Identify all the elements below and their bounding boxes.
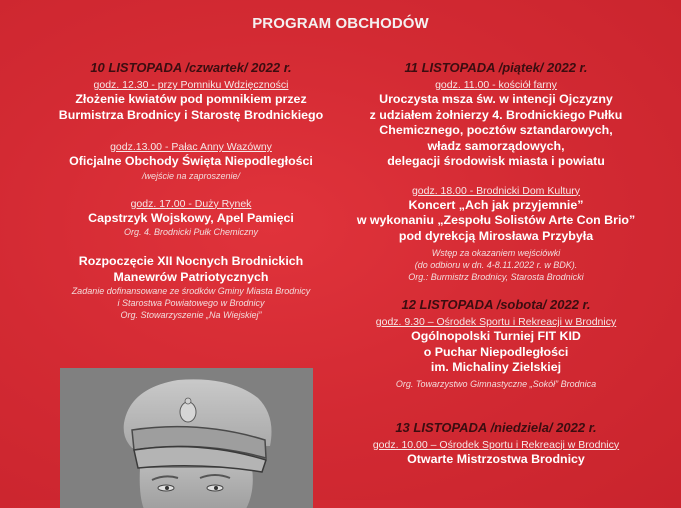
event-title-line: Koncert „Ach jak przyjemnie”: [408, 197, 584, 212]
event-title-line: z udziałem żołnierzy 4. Brodnickiego Pułku: [369, 107, 623, 122]
event-title-line: Burmistrza Brodnicy i Starostę Brodnickiego: [58, 107, 324, 122]
event-time: godz. 9.30 – Ośrodek Sportu i Rekreacji w Brodnicy: [375, 316, 617, 328]
event-note: (do odbioru w dn. 4-8.11.2022 r. w BDK).: [414, 260, 578, 270]
event-title-line: im. Michaliny Zielskiej: [430, 360, 562, 374]
event-flowers: [46, 79, 336, 123]
event-title-line: Rozpoczęcie XII Nocnych Brodnickich: [78, 254, 304, 268]
page-title: PROGRAM OBCHODÓW: [252, 15, 429, 32]
event-time: godz. 12.30 - przy Pomniku Wdzięczności: [93, 79, 289, 91]
day-heading-10-nov: 10 LISTOPADA /czwartek/ 2022 r.: [90, 60, 292, 75]
event-title-line: delegacji środowisk miasta i powiatu: [387, 154, 605, 168]
event-note: i Starostwa Powiatowego w Brodnicy: [117, 298, 265, 308]
day-heading-13-nov: 13 LISTOPADA /niedziela/ 2022 r.: [395, 419, 597, 435]
event-title-line: Manewrów Patriotycznych: [113, 269, 269, 284]
event-concert: [340, 185, 652, 284]
event-note: Zadanie dofinansowane ze środków Gminy Miasta Brodnicy: [71, 286, 311, 296]
event-title-line: pod dyrekcją Mirosława Przybyła: [398, 228, 594, 243]
event-official-ceremony: [46, 141, 336, 182]
event-time: godz.13.00 - Pałac Anny Wazówny: [110, 141, 272, 153]
left-pupil: [165, 486, 169, 490]
event-title-line: Oficjalne Obchody Święta Niepodległości: [69, 154, 313, 168]
event-fit-kid: [340, 316, 652, 390]
event-night-maneuvers: [46, 254, 336, 321]
right-column: [340, 60, 652, 467]
event-tattoo: [46, 198, 336, 239]
event-note: Org. 4. Brodnicki Pułk Chemiczny: [123, 227, 259, 237]
event-note: Wstęp za okazaniem wejściówki: [431, 248, 561, 258]
event-note: /wejście na zaproszenie/: [141, 170, 241, 181]
event-note: Org.: Burmistrz Brodnicy, Starosta Brodnicki: [408, 272, 584, 282]
event-title-line: w wykonaniu „Zespołu Solistów Arte Con Brio”: [356, 213, 636, 227]
event-time: godz. 17.00 - Duży Rynek: [130, 197, 252, 210]
event-note: Org. Stowarzyszenie „Na Wiejskiej”: [120, 310, 262, 320]
day-heading-11-nov: 11 LISTOPADA /piątek/ 2022 r.: [404, 60, 588, 75]
event-title-line: o Puchar Niepodległości: [423, 344, 569, 359]
event-mass: [340, 79, 652, 170]
right-pupil: [214, 486, 218, 490]
event-title-line: władz samorządowych,: [427, 138, 565, 153]
event-time: godz. 18.00 - Brodnicki Dom Kultury: [411, 184, 581, 197]
portrait-photo: [60, 368, 313, 508]
day-heading-12-nov: 12 LISTOPADA /sobota/ 2022 r.: [401, 297, 591, 312]
left-column: [46, 60, 336, 321]
event-title-line: Otwarte Mistrzostwa Brodnicy: [407, 451, 585, 466]
face: [140, 468, 253, 508]
event-championships: [340, 439, 652, 468]
event-title-line: Ogólnopolski Turniej FIT KID: [411, 329, 581, 343]
event-title-line: Złożenie kwiatów pod pomnikiem przez: [75, 92, 307, 106]
event-note: Org. Towarzystwo Gimnastyczne „Sokół” Brodnica: [395, 378, 597, 389]
event-time: godz. 10.00 – Ośrodek Sportu i Rekreacji w Brodnicy: [372, 438, 620, 451]
portrait-illustration: [60, 368, 313, 508]
event-title-line: Capstrzyk Wojskowy, Apel Pamięci: [88, 210, 294, 225]
event-time: godz. 11.00 - kościół farny: [435, 79, 557, 91]
event-title-line: Chemicznego, pocztów sztandarowych,: [379, 123, 613, 137]
event-title-line: Uroczysta msza św. w intencji Ojczyzny: [379, 92, 613, 106]
